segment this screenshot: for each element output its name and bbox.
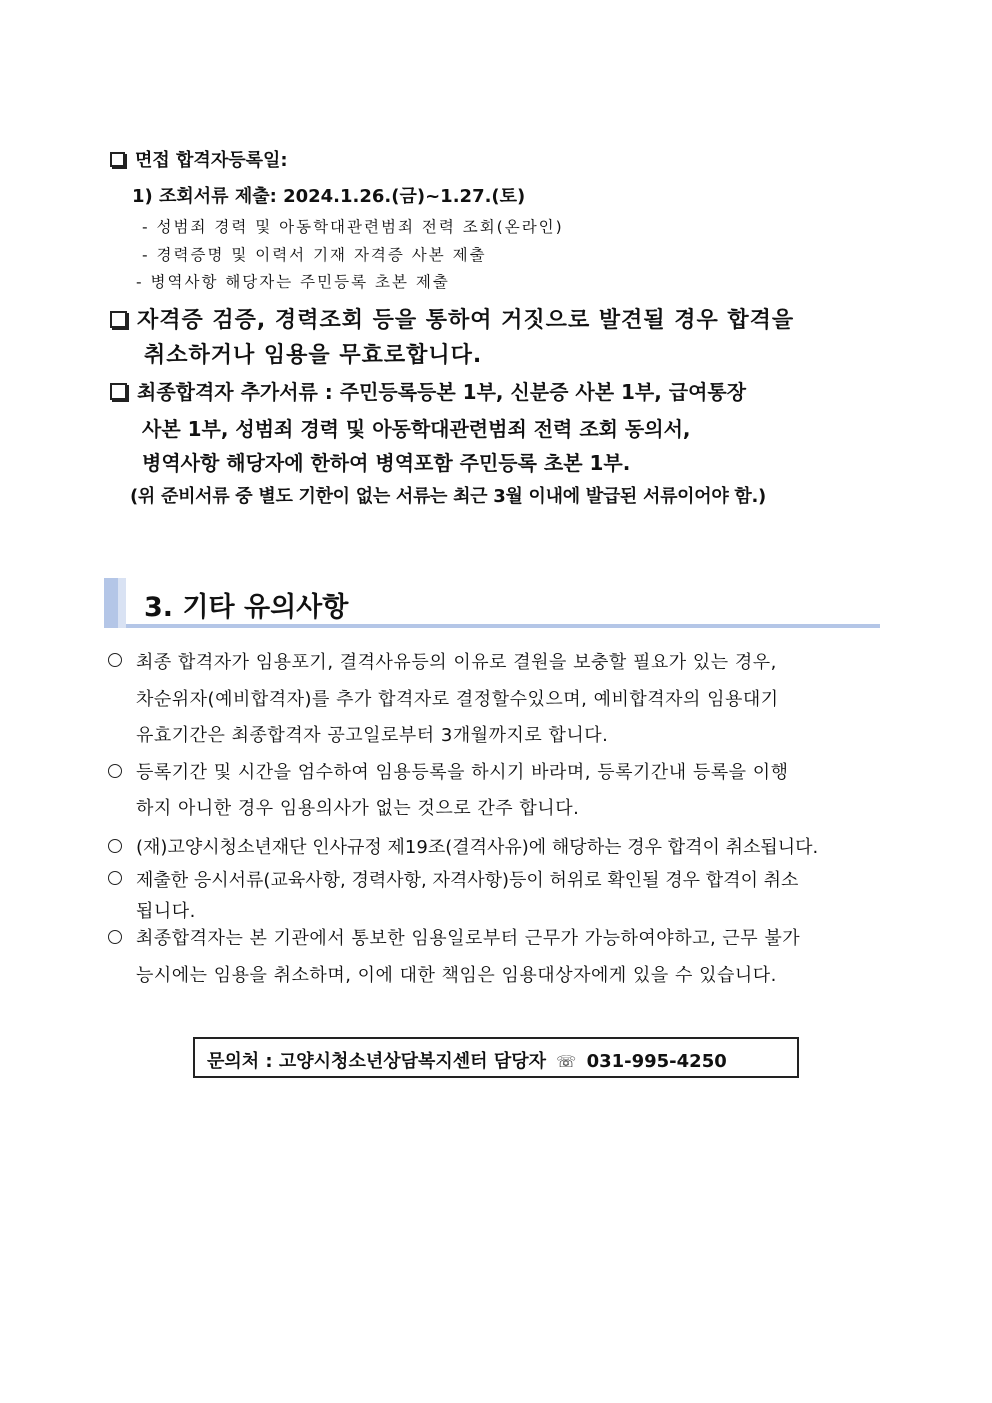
circle-bullet-icon [108,764,122,778]
checkbox-square-icon [110,383,127,400]
notice-line: 하지 아니한 경우 임용의사가 없는 것으로 간주 합니다. [136,798,580,819]
notice-line: 차순위자(예비합격자)를 추가 합격자로 결정할수있으며, 예비합격자의 임용대기 [136,689,779,710]
notice-line: 등록기간 및 시간을 엄수하여 임용등록을 하시기 바라며, 등록기간내 등록을 이행 [136,762,789,783]
circle-bullet-icon [108,930,122,944]
notice-line: 유효기간은 최종합격자 공고일로부터 3개월까지로 합니다. [136,725,609,746]
phone-icon: ☏ [556,1052,577,1071]
notice-line: 제출한 응시서류(교육사항, 경력사항, 자격사항)등이 허위로 확인될 경우 합격이 취소 [136,870,799,891]
notice-line: (재)고양시청소년재단 인사규정 제19조(결격사유)에 해당하는 경우 합격이 취소됩니다. [136,837,819,858]
section-underline [126,624,880,628]
final-docs-line: 병역사항 해당자에 한하여 병역포함 주민등록 초본 1부. [142,451,631,475]
registration-sub-item: 1) 조회서류 제출: 2024.1.26.(금)~1.27.(토) [132,186,526,207]
registration-bullet: - 경력증명 및 이력서 기재 자격증 사본 제출 [142,246,487,264]
registration-heading [110,146,288,172]
section-heading-bar [104,578,118,628]
contact-box [193,1037,799,1078]
final-docs-line-text: 최종합격자 추가서류 : 주민등록등본 1부, 신분증 사본 1부, 급여통장 [137,380,747,404]
circle-bullet-icon [108,653,122,667]
final-docs-note: (위 준비서류 중 별도 기한이 없는 서류는 최근 3월 이내에 발급된 서류이어야 함.) [130,486,766,507]
contact-phone: 031-995-4250 [586,1051,727,1072]
section-title: 3. 기타 유의사항 [144,592,349,623]
checkbox-square-icon [110,152,125,167]
notice-line: 최종 합격자가 임용포기, 결격사유등의 이유로 결원을 보충할 필요가 있는 경우, [136,652,777,673]
contact-text [207,1047,727,1073]
registration-heading-text: 면접 합격자등록일: [135,150,288,171]
circle-bullet-icon [108,839,122,853]
checkbox-square-icon [110,311,127,328]
circle-bullet-icon [108,871,122,885]
final-docs-line [110,376,746,405]
final-docs-line: 사본 1부, 성범죄 경력 및 아동학대관련범죄 전력 조회 동의서, [142,417,691,441]
notice-line: 됩니다. [136,901,196,922]
verify-line: 취소하거나 임용을 무효로합니다. [144,343,483,368]
section-heading-bar [118,578,126,628]
verify-line [110,303,794,334]
registration-bullet: - 병역사항 해당자는 주민등록 초본 제출 [136,273,450,291]
verify-line-text: 자격증 검증, 경력조회 등을 통하여 거짓으로 발견될 경우 합격을 [137,308,795,333]
notice-line: 능시에는 임용을 취소하며, 이에 대한 책임은 임용대상자에게 있을 수 있습니다. [136,965,777,986]
registration-bullet: - 성범죄 경력 및 아동학대관련범죄 전력 조회(온라인) [142,218,564,236]
contact-label: 문의처 : 고양시청소년상담복지센터 담당자 [207,1051,546,1072]
notice-line: 최종합격자는 본 기관에서 통보한 임용일로부터 근무가 가능하여야하고, 근무 불가 [136,928,801,949]
